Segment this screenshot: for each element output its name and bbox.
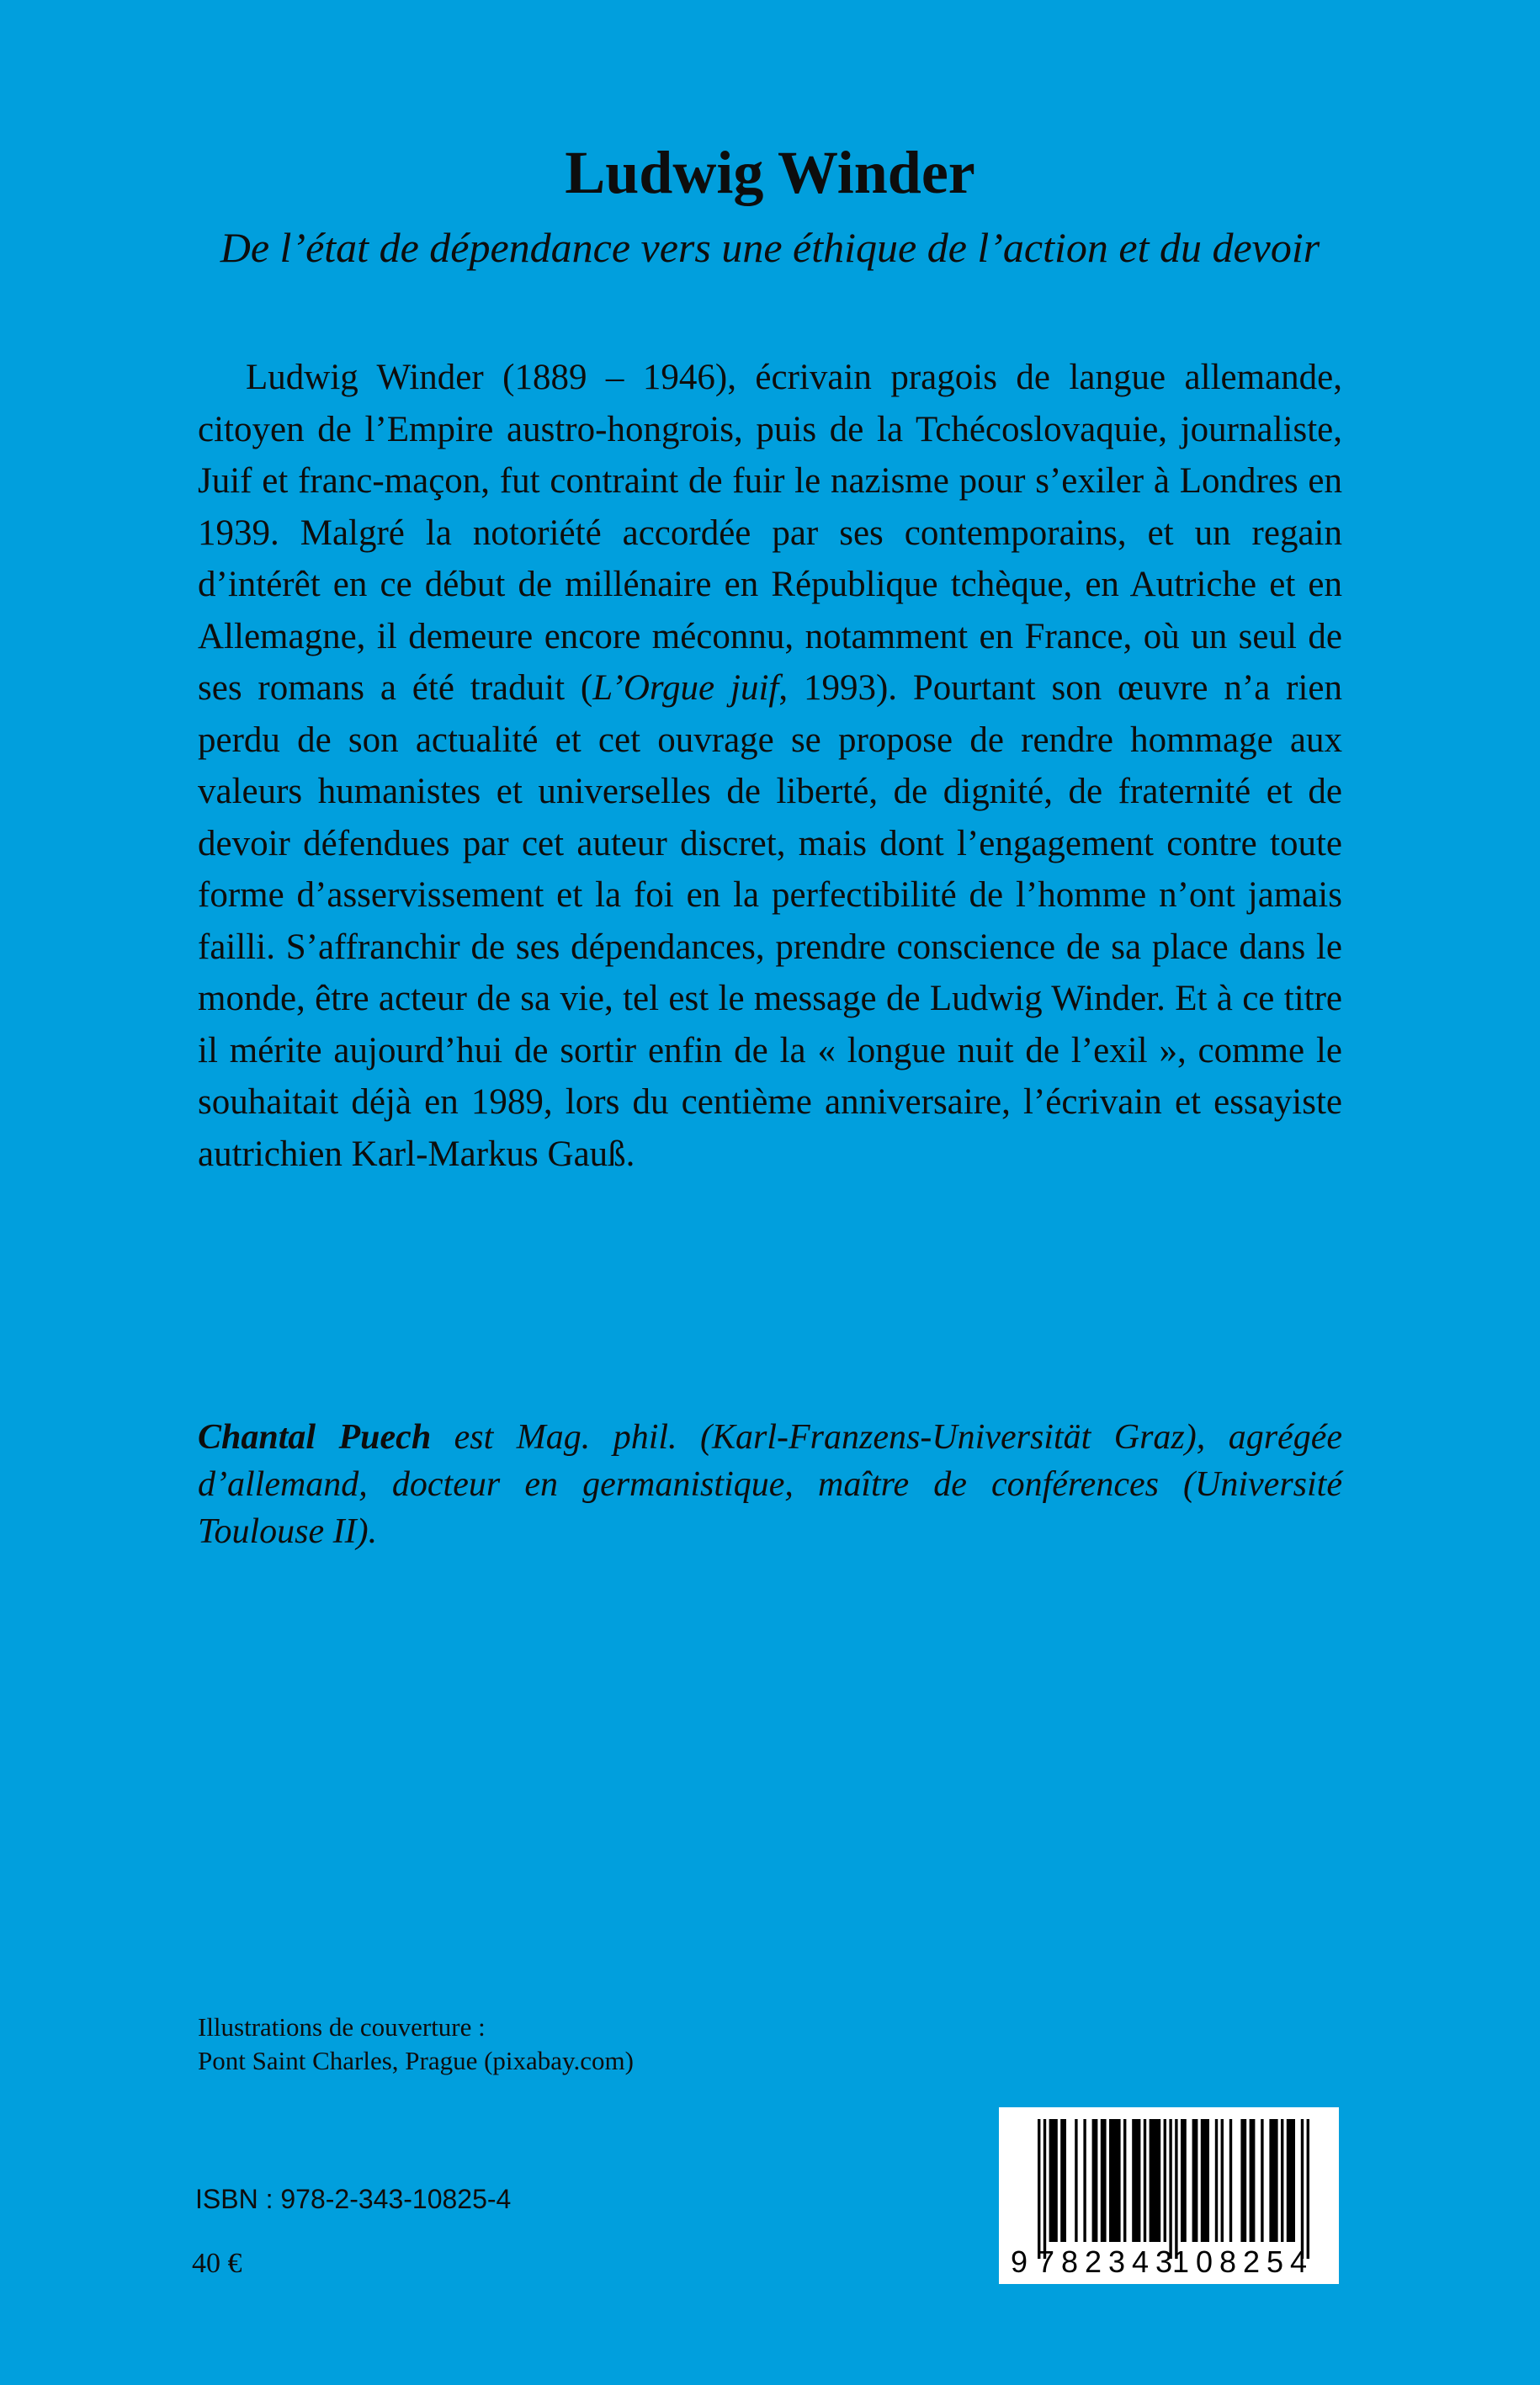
- barcode-bar: [1101, 2119, 1107, 2242]
- blurb-text-part2: , 1993). Pourtant son œuvre n’a rien perdu de son actualité et cet ouvrage se propose de rendre hommage aux valeurs humanistes et universelles de liberté, de dignité, de fraternité et de devoir défendues par cet auteur discret, mais dont l’engagement contre toute forme d’asservissement et la foi en la perfectibilité de l’homme n’ont jamais failli. S’affranchir de ses dépendances, prendre conscience de sa place dans le monde, être acteur de sa vie, tel est le message de Ludwig Winder. Et à ce titre il mérite aujourd’hui de sortir enfin de la « longue nuit de l’exil », comme le souhaitait déjà en 1989, lors du centième anniversaire, l’écrivain et essayiste autrichien Karl-Markus Gauß.: [198, 668, 1342, 1174]
- credits-line-1: Illustrations de couverture :: [198, 2012, 486, 2042]
- book-subtitle: De l’état de dépendance vers une éthique de l’action et du devoir: [220, 224, 1320, 271]
- barcode-bar: [1229, 2119, 1232, 2242]
- barcode-bar: [1049, 2119, 1058, 2242]
- barcode-bar: [1181, 2119, 1187, 2242]
- barcode-bar: [1150, 2119, 1161, 2242]
- barcode-lead-digit: 9: [1011, 2244, 1028, 2279]
- barcode-bar: [1240, 2119, 1246, 2242]
- author-name: Chantal Puech: [198, 1418, 432, 1457]
- author-bio: [198, 1414, 1342, 1555]
- barcode-bar: [1075, 2119, 1077, 2242]
- barcode-guard-bar: [1043, 2119, 1046, 2259]
- barcode-bar: [1201, 2119, 1209, 2242]
- barcode-bar: [1215, 2119, 1218, 2242]
- credits-line-2: Pont Saint Charles, Prague (pixabay.com): [198, 2046, 634, 2075]
- barcode-bar: [1287, 2119, 1295, 2242]
- barcode: [999, 2107, 1339, 2284]
- barcode-bar: [1092, 2119, 1098, 2242]
- barcode-bar: [1132, 2119, 1140, 2242]
- barcode-bar: [1250, 2119, 1256, 2242]
- cover-credits: [198, 2011, 634, 2078]
- barcode-bar: [1261, 2119, 1263, 2242]
- barcode-bar: [1083, 2119, 1086, 2242]
- barcode-bar: [1221, 2119, 1224, 2242]
- blurb-paragraph: [198, 352, 1342, 1180]
- barcode-bar: [1060, 2119, 1066, 2242]
- barcode-bar: [1123, 2119, 1126, 2242]
- barcode-guard-bar: [1038, 2119, 1040, 2259]
- barcode-right-digits: 108254: [1172, 2244, 1307, 2279]
- barcode-left-digits: 782343: [1038, 2244, 1172, 2279]
- barcode-guard-bar: [1175, 2119, 1177, 2259]
- barcode-graphic: [999, 2107, 1339, 2284]
- barcode-bar: [1144, 2119, 1146, 2242]
- barcode-guard-bar: [1169, 2119, 1171, 2259]
- isbn-label: ISBN : 978-2-343-10825-4: [195, 2184, 512, 2214]
- blurb-text-part1: Ludwig Winder (1889 – 1946), écrivain pragois de langue allemande, citoyen de l’Empire austro-hongrois, puis de la Tchécoslovaquie, journaliste, Juif et franc-maçon, fut contraint de fuir le nazisme pour s’exiler à Londres en 1939. Malgré la notoriété accordée par ses contemporains, et un regain d’intérêt en ce début de millénaire en République tchèque, en Autriche et en Allemagne, il demeure encore méconnu, notamment en France, où un seul de ses romans a été traduit (: [198, 358, 1342, 708]
- barcode-bar: [1109, 2119, 1121, 2242]
- barcode-guard-bar: [1307, 2119, 1309, 2259]
- barcode-bar: [1269, 2119, 1277, 2242]
- price-label: 40 €: [192, 2248, 242, 2279]
- author-bio-text: est Mag. phil. (Karl-Franzens-Universität Graz), agrégée d’allemand, docteur en germanistique, maître de conférences (Université Toulouse II).: [198, 1418, 1342, 1551]
- blurb-italic-title: L’Orgue juif: [592, 668, 779, 708]
- book-title: Ludwig Winder: [565, 139, 975, 206]
- barcode-bar: [1192, 2119, 1198, 2242]
- barcode-guard-bar: [1301, 2119, 1304, 2259]
- barcode-bar: [1164, 2119, 1166, 2242]
- barcode-bar: [1281, 2119, 1283, 2242]
